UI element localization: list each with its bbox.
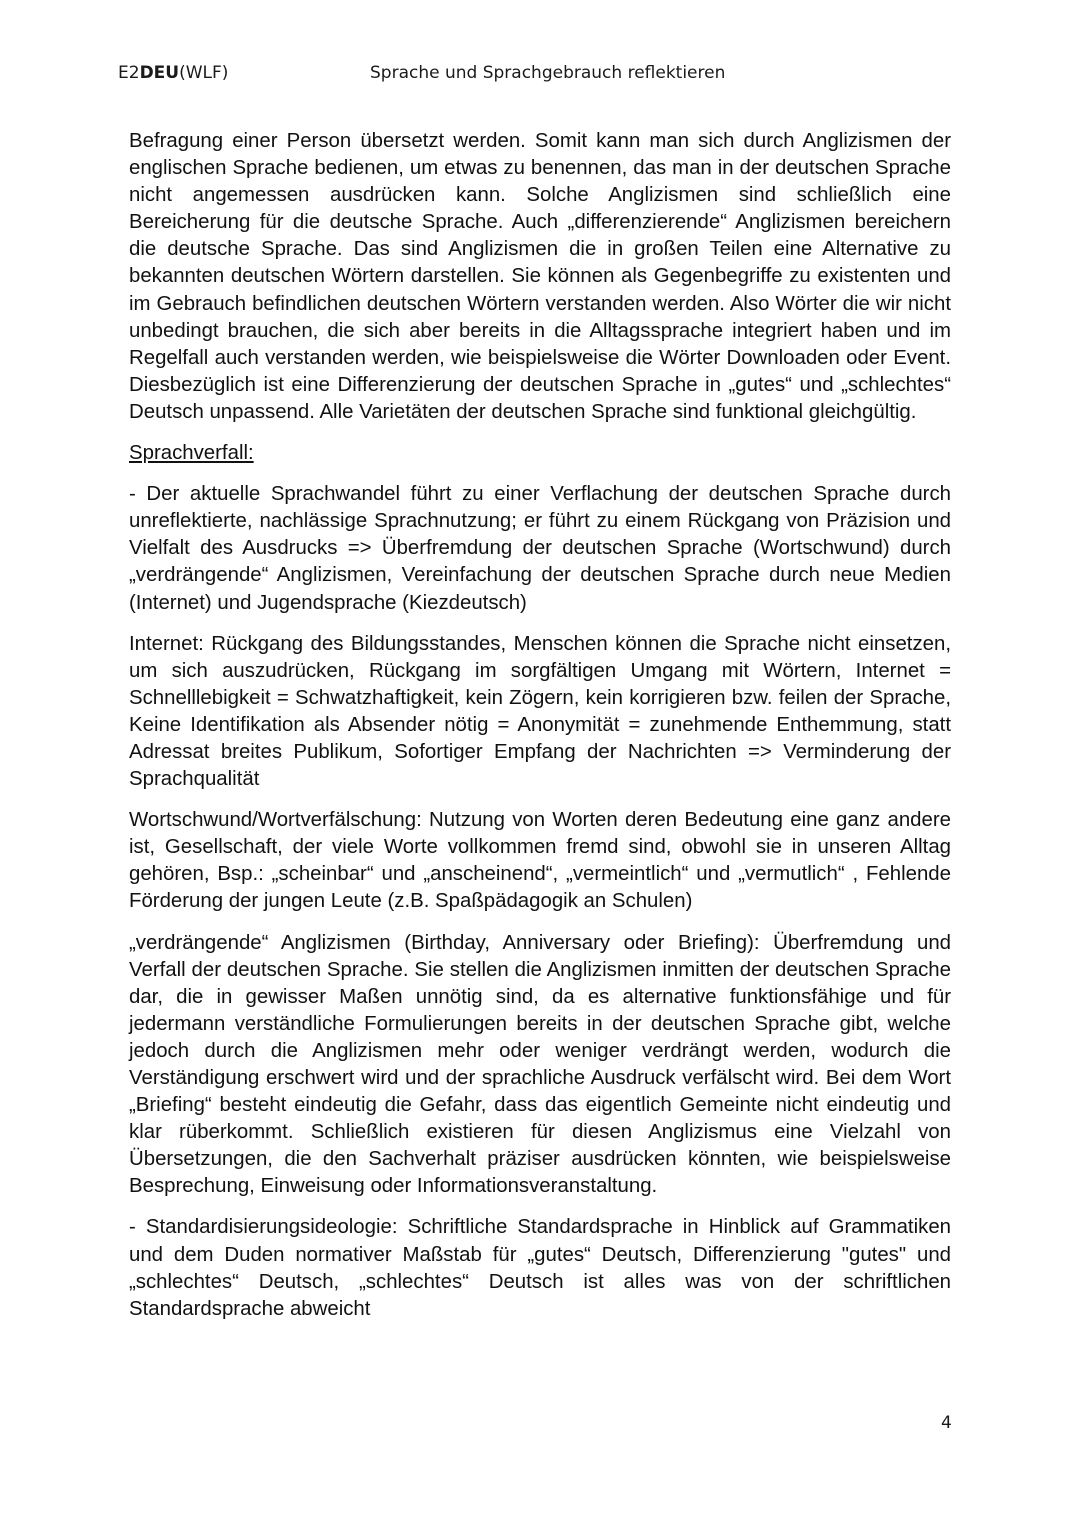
course-code: E2DEU(WLF): [118, 63, 229, 83]
page-header: [118, 63, 962, 93]
section-heading-sprachverfall: Sprachverfall:: [129, 442, 254, 465]
document-title: Sprache und Sprachgebrauch reflektieren: [370, 63, 726, 83]
paragraph-sprachwandel: - Der aktuelle Sprachwandel führt zu einer Verflachung der deutschen Sprache durch unreflektierte, nachlässige Sprachnutzung; er führt zu einem Rückgang von Präzision und Vielfalt des Ausdrucks => Überfremdung der deutschen Sprache (Wortschwund) durch „verdrängende“ Anglizismen, Vereinfachung der deutschen Sprache durch neue Medien (Internet) und Jugendsprache (Kiezdeutsch): [129, 483, 951, 614]
document-body: [129, 128, 951, 1337]
paragraph-standardisierungsideologie: - Standardisierungsideologie: Schriftliche Standardsprache in Hinblick auf Grammatiken und dem Duden normativer Maßstab für „gutes“ Deutsch, Differenzierung "gutes" und „schlechtes“ Deutsch, „schlechtes“ Deutsch ist alles was von der schriftlichen Standardsprache abweicht: [129, 1216, 951, 1320]
paragraph-wortschwund: Wortschwund/Wortverfälschung: Nutzung von Worten deren Bedeutung eine ganz andere ist, Gesellschaft, der viele Worte vollkommen fremd sind, obwohl sie in unseren Alltag gehören, Bsp.: „scheinbar“ und „anscheinend“, „vermeintlich“ und „vermutlich“ , Fehlende Förderung der jungen Leute (z.B. Spaßpädagogik an Schulen): [129, 809, 951, 913]
paragraph-verdraengende-anglizismen: „verdrängende“ Anglizismen (Birthday, Anniversary oder Briefing): Überfremdung und Verfall der deutschen Sprache. Sie stellen die Anglizismen inmitten der deutschen Sprache dar, die in gewisser Maßen unnötig sind, da es alternative funktionsfähige und für jedermann verständliche Formulierungen bereits in der deutschen Sprache gibt, welche jedoch durch die Anglizismen mehr oder weniger verdrängt werden, wodurch die Verständigung erschwert wird und der sprachliche Ausdruck verfälscht wird. Bei dem Wort „Briefing“ besteht eindeutig die Gefahr, dass das eigentlich Gemeinte nicht eindeutig und klar rüberkommt. Schließlich existieren für diesen Anglizismus eine Vielzahl von Übersetzungen, die den Sachverhalt präziser ausdrücken könnten, wie beispielsweise Besprechung, Einweisung oder Informationsveranstaltung.: [129, 931, 951, 1198]
paragraph-internet: Internet: Rückgang des Bildungsstandes, Menschen können die Sprache nicht einsetzen, um sich auszudrücken, Rückgang im sorgfältigen Umgang mit Wörtern, Internet = Schnelllebigkeit = Schwatzhaftigkeit, kein Zögern, kein korrigieren bzw. feilen der Sprache, Keine Identifikation als Absender nötig = Anonymität = zunehmende Enthemmung, statt Adressat breites Publikum, Sofortiger Empfang der Nachrichten => Verminderung der Sprachqualität: [129, 632, 951, 791]
paragraph-anglizismen-bereicherung: Befragung einer Person übersetzt werden. Somit kann man sich durch Anglizismen der englischen Sprache bedienen, um etwas zu benennen, das man in der deutschen Sprache nicht angemessen ausdrücken kann. Solche Anglizismen sind schließlich eine Bereicherung für die deutsche Sprache. Auch „differenzierende“ Anglizismen bereichern die deutsche Sprache. Das sind Anglizismen die in großen Teilen eine Alternative zu bekannten deutschen Wörtern darstellen. Sie können als Gegenbegriffe zu existenten und im Gebrauch befindlichen deutschen Wörtern verstanden werden. Also Wörter die wir nicht unbedingt brauchen, die sich aber bereits in die Alltagssprache integriert haben und im Regelfall auch verstanden werden, wie beispielsweise die Wörter Downloaden oder Event. Diesbezüglich ist eine Differenzierung der deutschen Sprache in „gutes“ und „schlechtes“ Deutsch unpassend. Alle Varietäten der deutschen Sprache sind funktional gleichgültig.: [129, 130, 951, 423]
page-number: 4: [941, 1413, 952, 1433]
